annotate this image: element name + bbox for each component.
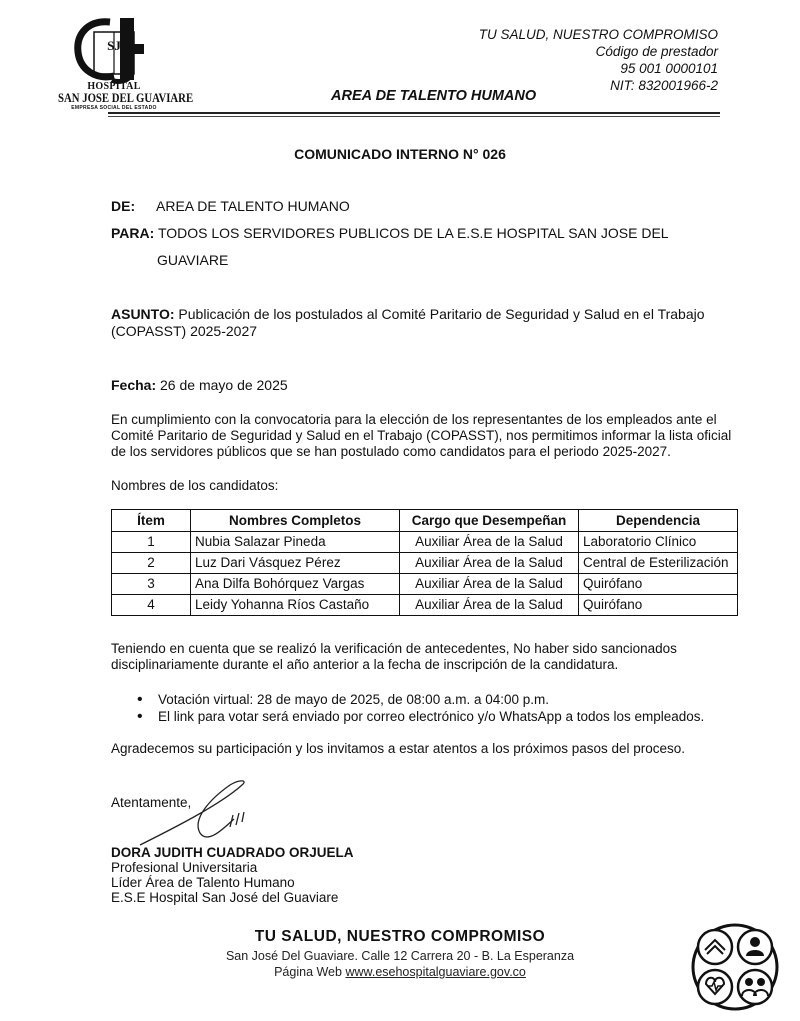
column-header-item: Ítem	[112, 510, 191, 532]
fecha-label: Fecha:	[111, 377, 157, 393]
logo-top: HOSPITAL	[87, 81, 141, 92]
intro-line: En cumplimiento con la convocatoria para la elección de los representantes de los empleados ante el	[111, 412, 717, 427]
table-row	[112, 532, 738, 553]
footer-web-label: Página Web	[274, 965, 342, 979]
verification-line: Teniendo en cuenta que se realizó la verificación de antecedentes, No haber sido sancionados	[111, 641, 677, 656]
footer-web	[150, 964, 650, 980]
table-header-row	[112, 510, 738, 532]
signer-role: Profesional Universitaria	[111, 860, 258, 875]
footer-web-link[interactable]: www.esehospitalguaviare.gov.co	[345, 965, 526, 979]
candidates-table	[111, 509, 738, 616]
sign-off: Atentamente,	[111, 795, 192, 810]
table-row	[112, 595, 738, 616]
column-header-name: Nombres Completos	[191, 510, 400, 532]
provider-label: Código de prestador	[595, 44, 718, 59]
cell-cargo: Auxiliar Área de la Salud	[400, 574, 579, 595]
cell-cargo: Auxiliar Área de la Salud	[400, 595, 579, 616]
cell-item: 4	[112, 595, 191, 616]
voting-info	[134, 691, 704, 725]
cell-dependencia: Laboratorio Clínico	[579, 532, 738, 553]
bullet-item: • El link para votar será enviado por correo electrónico y/o WhatsApp a todos los empleados.	[134, 708, 704, 725]
logo-sub: EMPRESA SOCIAL DEL ESTADO	[71, 105, 157, 111]
cell-dependencia: Quirófano	[579, 574, 738, 595]
cell-name: Ana Dilfa Bohórquez Vargas	[191, 574, 400, 595]
cell-cargo: Auxiliar Área de la Salud	[400, 532, 579, 553]
footer	[150, 928, 650, 980]
logo-mark: SJ	[107, 38, 121, 53]
footer-slogan: TU SALUD, NUESTRO COMPROMISO	[254, 928, 546, 945]
logo-name: SAN JOSE DEL GUAVIARE	[58, 91, 194, 105]
verification-line: disciplinariamente durante el año anterior a la fecha de inscripción de la candidatura.	[111, 657, 619, 672]
signature-block	[111, 845, 354, 905]
candidates-heading: Nombres de los candidatos:	[111, 478, 279, 493]
header-slogan: TU SALUD, NUESTRO COMPROMISO	[478, 27, 718, 42]
cell-dependencia: Quirófano	[579, 595, 738, 616]
header-info	[479, 26, 718, 94]
intro-paragraph	[111, 412, 731, 460]
memo-title: COMUNICADO INTERNO N° 026	[294, 146, 506, 162]
cell-item: 3	[112, 574, 191, 595]
verification-paragraph	[111, 641, 677, 673]
provider-code: 95 001 0000101	[620, 61, 718, 76]
intro-line: Comité Paritario de Seguridad y Salud en el Trabajo (COPASST), nos permitimos informar la lista oficial	[111, 428, 732, 443]
signature-icon	[130, 775, 280, 855]
signer-org: E.S.E Hospital San José del Guaviare	[111, 890, 339, 905]
fecha-row	[111, 377, 288, 393]
signer-role: Líder Área de Talento Humano	[111, 875, 295, 890]
asunto-value-cont: (COPASST) 2025-2027	[111, 323, 258, 339]
cell-item: 1	[112, 532, 191, 553]
area-title: AREA DE TALENTO HUMANO	[331, 88, 537, 104]
intro-line: de los servidores públicos que se han postulado como candidatos para el periodo 2025-2027.	[111, 444, 671, 459]
column-header-dependencia: Dependencia	[579, 510, 738, 532]
cell-dependencia: Central de Esterilización	[579, 553, 738, 574]
bullet-item: • Votación virtual: 28 de mayo de 2025, de 08:00 a.m. a 04:00 p.m.	[134, 691, 704, 708]
fecha-value: 26 de mayo de 2025	[160, 377, 288, 393]
para-row	[111, 225, 669, 241]
asunto-label: ASUNTO:	[111, 306, 175, 322]
header-divider	[108, 112, 720, 114]
para-value-cont: GUAVIARE	[157, 252, 229, 268]
de-value: AREA DE TALENTO HUMANO	[156, 198, 350, 214]
hospital-logo	[58, 14, 194, 116]
de-row	[111, 198, 350, 214]
asunto-value: Publicación de los postulados al Comité Paritario de Seguridad y Salud en el Trabajo	[178, 306, 705, 322]
para-value: TODOS LOS SERVIDORES PUBLICOS DE LA E.S.E HOSPITAL SAN JOSE DEL	[157, 225, 669, 241]
cell-item: 2	[112, 553, 191, 574]
nit: NIT: 832001966-2	[610, 78, 718, 93]
cell-name: Leidy Yohanna Ríos Castaño	[191, 595, 400, 616]
cell-cargo: Auxiliar Área de la Salud	[400, 553, 579, 574]
cell-name: Nubia Salazar Pineda	[191, 532, 400, 553]
footer-address: San José Del Guaviare. Calle 12 Carrera 20 - B. La Esperanza	[225, 949, 575, 963]
closing-text: Agradecemos su participación y los invitamos a estar atentos a los próximos pasos del proceso.	[111, 741, 686, 756]
table-row	[112, 574, 738, 595]
header-divider-thin	[108, 116, 720, 117]
de-label: DE:	[111, 198, 136, 214]
asunto-row	[111, 306, 705, 322]
table-row	[112, 553, 738, 574]
signer-name: DORA JUDITH CUADRADO ORJUELA	[111, 845, 354, 860]
column-header-cargo: Cargo que Desempeñan	[400, 510, 579, 532]
cell-name: Luz Dari Vásquez Pérez	[191, 553, 400, 574]
para-label: PARA:	[111, 225, 155, 241]
accreditation-seal-icon	[688, 922, 782, 1012]
